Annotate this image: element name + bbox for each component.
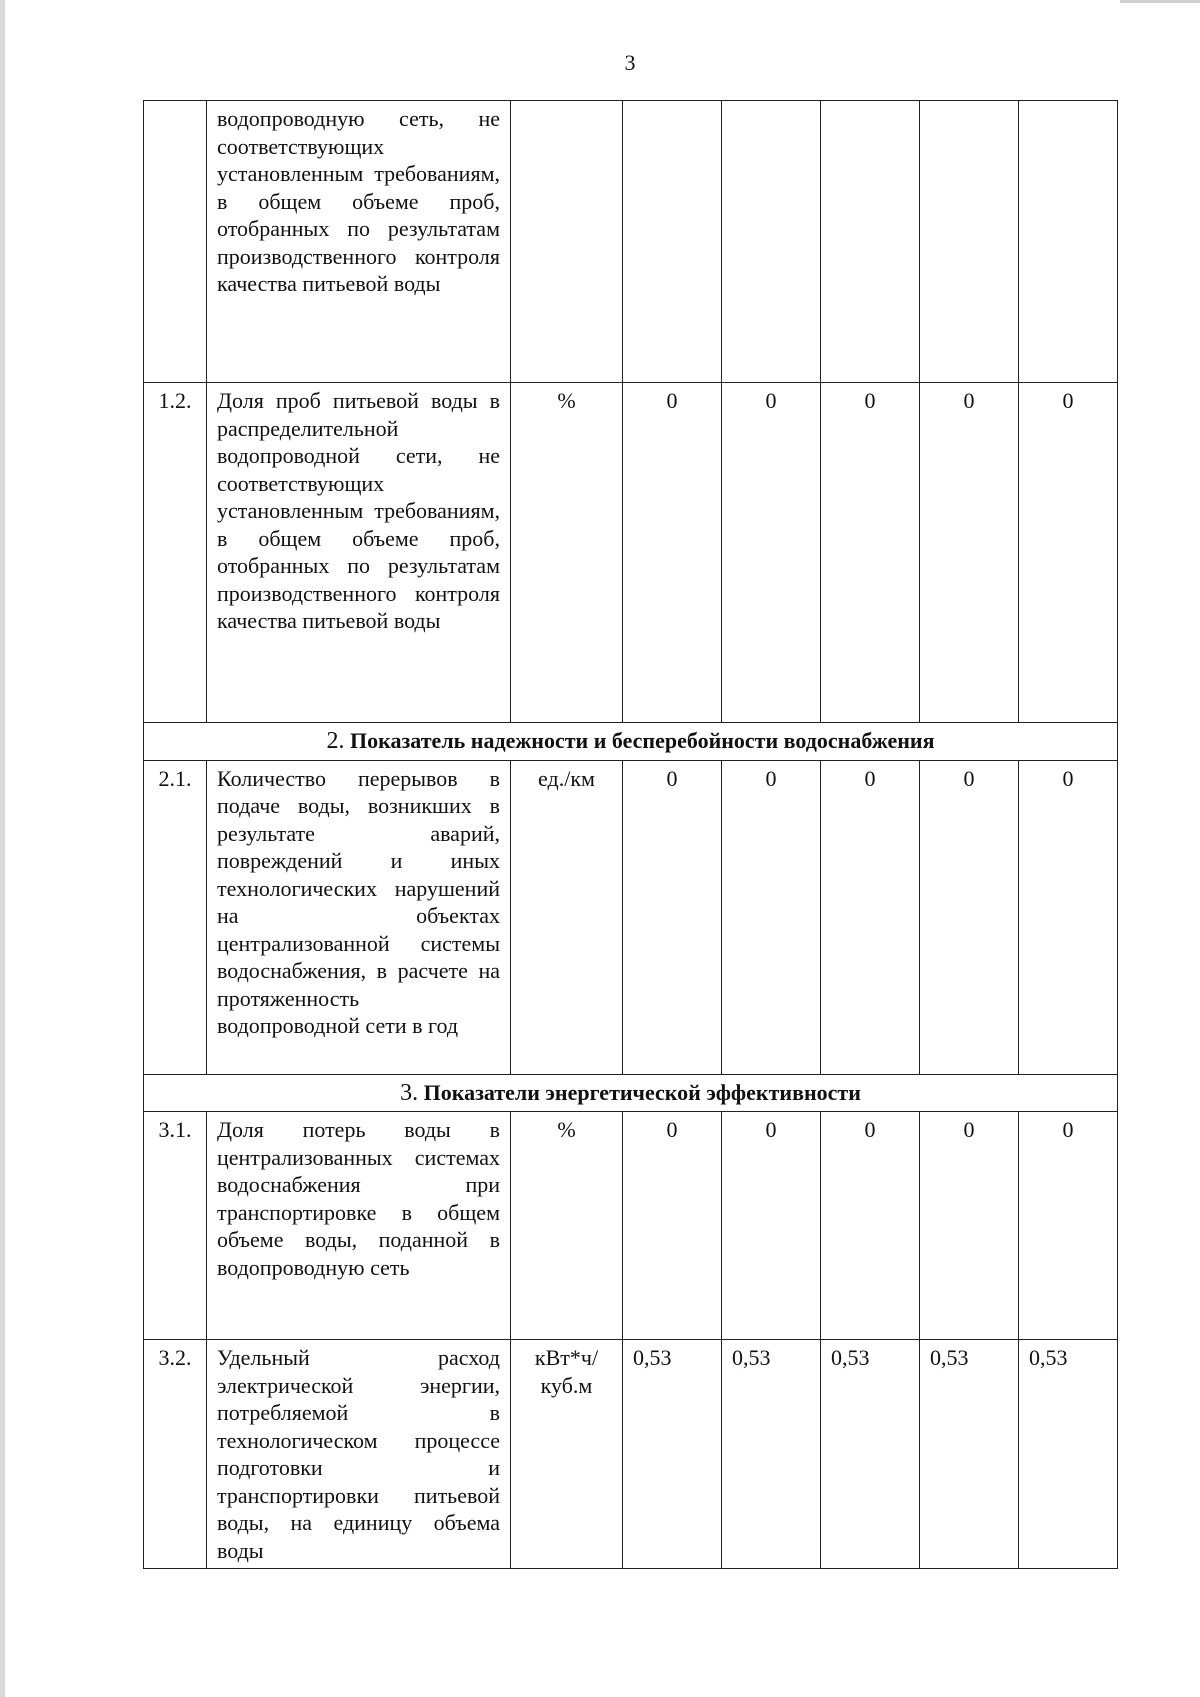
unit-cell: % [511,1112,623,1340]
value-cell: 0 [722,760,821,1074]
indicator-description: Доля проб питьевой воды в распределительной водопроводной сети, не соответствующих установленным требованиям, в общем объеме проб, отобранных по результатам производственного контроля качества питьевой воды [207,383,511,723]
value-cell: 0,53 [623,1340,722,1569]
indicator-description: водопроводную сеть, не соответствующих установленным требованиям, в общем объеме проб, отобранных по результатам производственного контроля качества питьевой воды [207,101,511,383]
value-cell [821,101,920,383]
indicator-description: Доля потерь воды в централизованных системах водоснабжения при транспортировке в общем объеме воды, поданной в водопроводную сеть [207,1112,511,1340]
value-cell: 0 [821,1112,920,1340]
section-title: Показатели энергетической эффективности [423,1079,861,1105]
value-cell: 0 [722,1112,821,1340]
value-cell: 0 [821,383,920,723]
value-cell: 0,53 [1019,1340,1118,1569]
indicator-description: Удельный расход электрической энергии, потребляемой в технологическом процессе подготовки и транспортировки питьевой воды, на единицу объема воды [207,1340,511,1569]
value-cell: 0 [623,1112,722,1340]
section-number: 2. [326,728,345,754]
row-number: 3.2. [144,1340,207,1569]
value-cell: 0 [722,383,821,723]
value-cell: 0,53 [722,1340,821,1569]
section-row [144,1074,1118,1112]
section-title: Показатель надежности и бесперебойности водоснабжения [350,728,935,753]
indicators-table [143,100,1118,1569]
value-cell: 0 [1019,383,1118,723]
section-heading [144,1074,1118,1112]
unit-cell: ед./км [511,760,623,1074]
section-heading [144,723,1118,761]
table-row [144,1340,1118,1569]
row-number: 3.1. [144,1112,207,1340]
table-row [144,760,1118,1074]
value-cell: 0 [623,383,722,723]
value-cell: 0,53 [821,1340,920,1569]
value-cell [1019,101,1118,383]
table-row [144,1112,1118,1340]
value-cell: 0 [920,383,1019,723]
row-number [144,101,207,383]
indicator-description: Количество перерывов в подаче воды, возникших в результате аварий, повреждений и иных технологических нарушений на объектах централизованной системы водоснабжения, в расчете на протяженность водопроводной сети в год [207,760,511,1074]
value-cell: 0 [1019,1112,1118,1340]
section-number: 3. [400,1079,419,1106]
value-cell [623,101,722,383]
value-cell: 0 [821,760,920,1074]
row-number: 2.1. [144,760,207,1074]
value-cell [722,101,821,383]
page-number: 3 [624,50,636,75]
value-cell: 0 [920,1112,1019,1340]
scan-left-edge [0,0,5,1697]
row-number: 1.2. [144,383,207,723]
table-row [144,101,1118,383]
unit-cell [511,101,623,383]
value-cell: 0,53 [920,1340,1019,1569]
unit-cell: кВт*ч/ куб.м [511,1340,623,1569]
value-cell: 0 [1019,760,1118,1074]
value-cell: 0 [920,760,1019,1074]
scan-top-edge [1120,0,1200,3]
unit-cell: % [511,383,623,723]
value-cell [920,101,1019,383]
section-row [144,723,1118,761]
table-row [144,383,1118,723]
value-cell: 0 [623,760,722,1074]
